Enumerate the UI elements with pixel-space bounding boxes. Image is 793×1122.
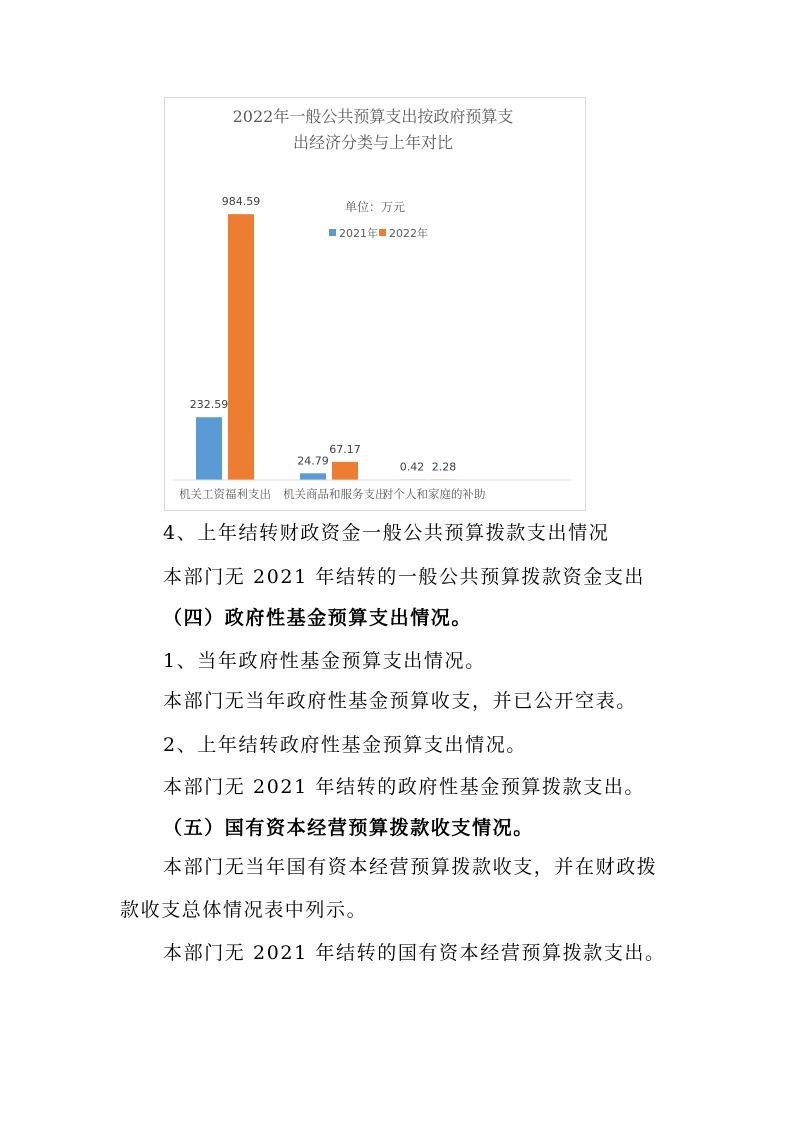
- chart-canvas: [165, 98, 587, 512]
- legend-swatch-2022: [379, 229, 386, 236]
- chart-title-line2: 出经济分类与上年对比: [292, 133, 454, 152]
- bars-layer: [196, 214, 457, 480]
- paragraph-state-capital-line2: 款收支总体情况表中列示。: [120, 899, 368, 921]
- bar-2021-cat1: [196, 417, 222, 480]
- legend-swatch-2021: [329, 229, 336, 236]
- bar-2022-cat2: [332, 462, 358, 480]
- paragraph-no-state-capital-carryover: 本部门无 2021 年结转的国有资本经营预算拨款支出。: [163, 942, 666, 964]
- data-label-2022-cat2: 67.17: [329, 442, 361, 456]
- category-label-1: 机关工资福利支出: [179, 487, 271, 501]
- legend-label-2022: 2022年: [389, 227, 428, 240]
- data-label-2021-cat3: 0.42: [399, 460, 425, 474]
- data-label-2021-cat1: 232.59: [189, 398, 229, 412]
- bar-2022-cat1: [228, 214, 254, 480]
- bar-2021-cat2: [300, 473, 326, 480]
- section-heading-5: （五）国有资本经营预算拨款收支情况。: [163, 817, 534, 839]
- section-heading-4: （四）政府性基金预算支出情况。: [163, 607, 473, 629]
- paragraph-no-carryover-general: 本部门无 2021 年结转的一般公共预算拨款资金支出: [163, 566, 646, 588]
- paragraph-prior-year-carryover-heading: 4、上年结转财政资金一般公共预算拨款支出情况: [163, 522, 610, 544]
- paragraph-no-current-fund: 本部门无当年政府性基金预算收支，并已公开空表。: [163, 690, 637, 712]
- chart-legend: [329, 226, 428, 240]
- data-label-2022-cat3: 2.28: [431, 460, 457, 474]
- expenditure-comparison-chart: [164, 97, 586, 511]
- chart-title-line1: 2022年一般公共预算支出按政府预算支: [232, 107, 514, 126]
- data-label-2021-cat2: 24.79: [297, 454, 329, 468]
- category-label-2: 机关商品和服务支出: [283, 487, 387, 501]
- legend-label-2021: 2021年: [339, 227, 378, 240]
- chart-subtitle: 单位：万元: [344, 200, 406, 214]
- paragraph-no-prior-fund: 本部门无 2021 年结转的政府性基金预算拨款支出。: [163, 776, 646, 798]
- category-label-3: 对个人和家庭的补助: [382, 487, 486, 501]
- paragraph-current-fund-heading: 1、当年政府性基金预算支出情况。: [163, 650, 486, 672]
- category-labels-layer: [179, 487, 486, 501]
- paragraph-state-capital-line1: 本部门无当年国有资本经营预算拨款收支，并在财政拨: [163, 856, 658, 878]
- paragraph-prior-fund-heading: 2、上年结转政府性基金预算支出情况。: [163, 734, 527, 756]
- data-label-2022-cat1: 984.59: [221, 195, 261, 209]
